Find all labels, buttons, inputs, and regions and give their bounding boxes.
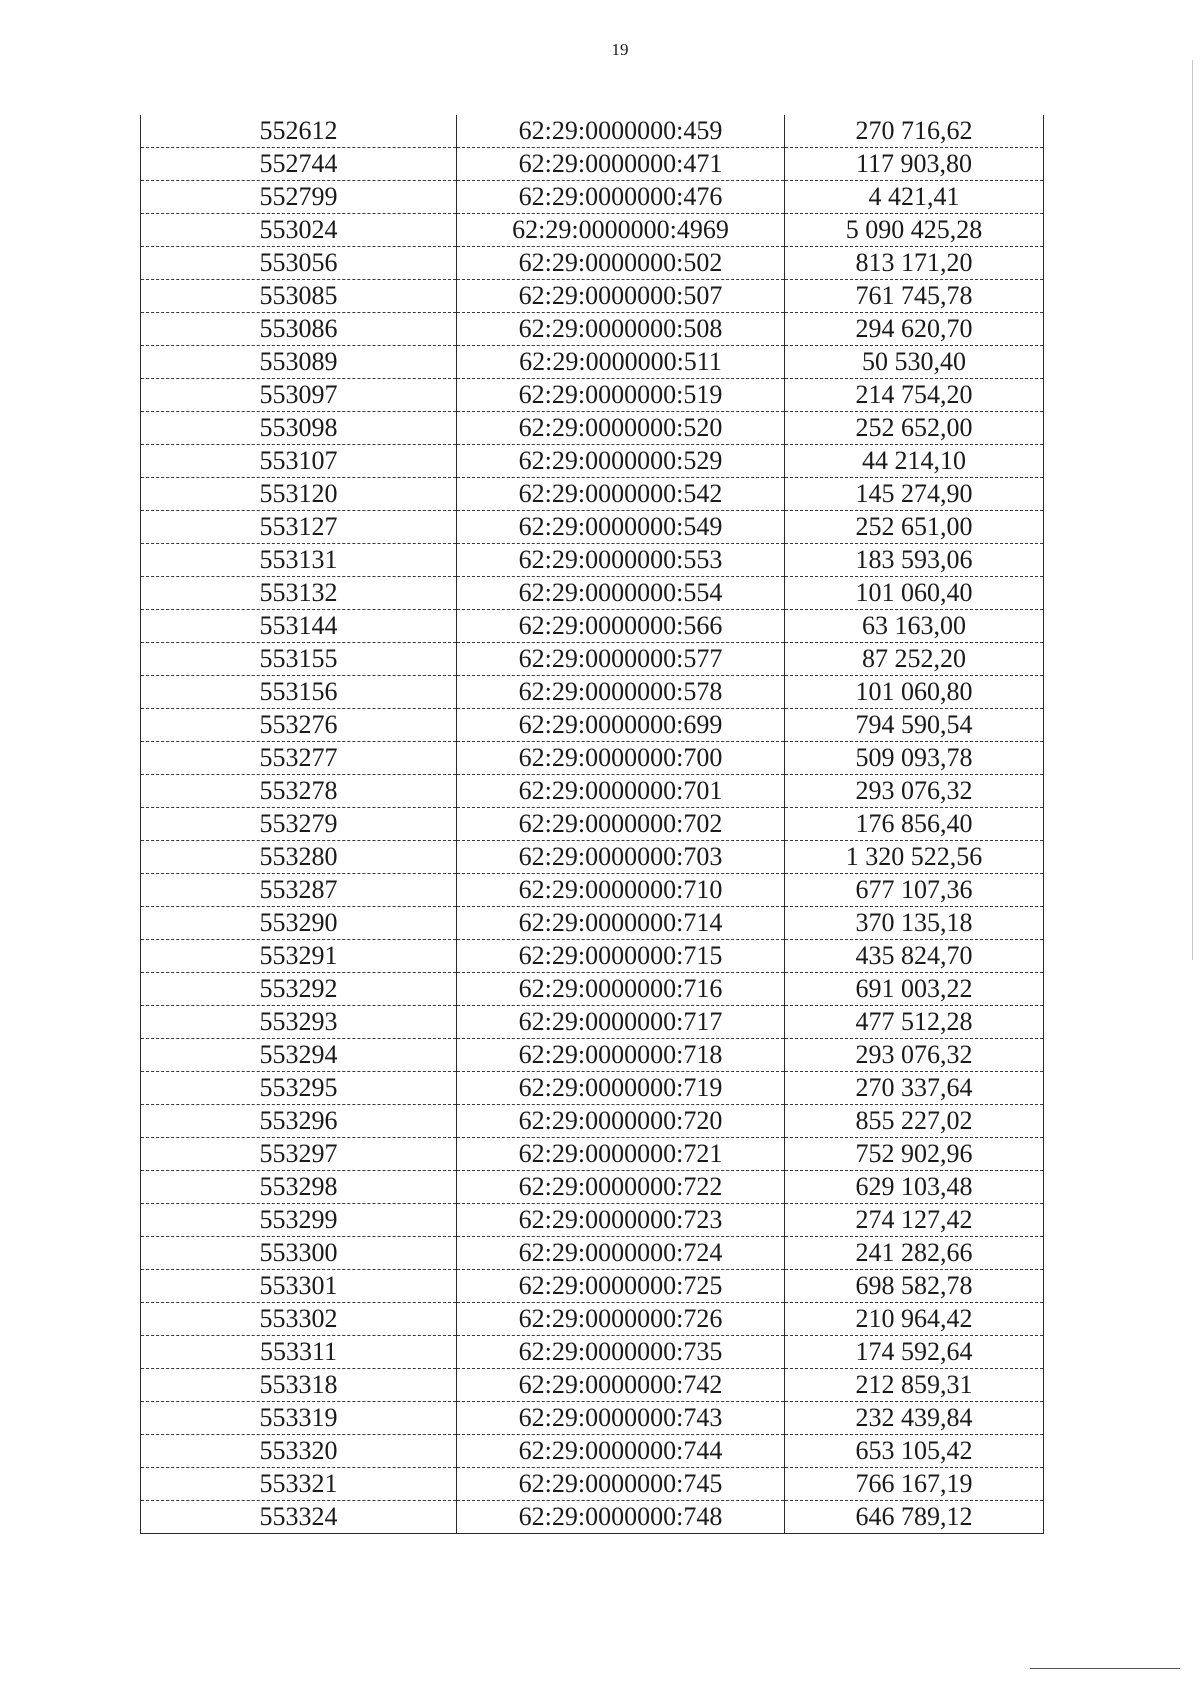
table-row — [141, 709, 1044, 742]
cell-record-id: 553311 — [141, 1336, 457, 1369]
cell-cadastral-value: 855 227,02 — [785, 1105, 1044, 1138]
cell-cadastral-value: 101 060,80 — [785, 676, 1044, 709]
table-row — [141, 379, 1044, 412]
cell-record-id: 553318 — [141, 1369, 457, 1402]
page-number: 19 — [611, 40, 629, 59]
cell-cadastral-number: 62:29:0000000:725 — [457, 1270, 785, 1303]
table-row — [141, 445, 1044, 478]
table-row — [141, 1402, 1044, 1435]
table-row — [141, 907, 1044, 940]
cell-cadastral-value: 241 282,66 — [785, 1237, 1044, 1270]
cell-record-id: 552799 — [141, 181, 457, 214]
cell-cadastral-number: 62:29:0000000:710 — [457, 874, 785, 907]
cell-cadastral-number: 62:29:0000000:471 — [457, 148, 785, 181]
cell-cadastral-number: 62:29:0000000:553 — [457, 544, 785, 577]
cell-cadastral-number: 62:29:0000000:714 — [457, 907, 785, 940]
table-row — [141, 808, 1044, 841]
table-row — [141, 742, 1044, 775]
cell-record-id: 553155 — [141, 643, 457, 676]
cell-record-id: 553086 — [141, 313, 457, 346]
table-row — [141, 643, 1044, 676]
table-row — [141, 280, 1044, 313]
table-row — [141, 214, 1044, 247]
cell-cadastral-number: 62:29:0000000:720 — [457, 1105, 785, 1138]
cell-cadastral-number: 62:29:0000000:508 — [457, 313, 785, 346]
cell-cadastral-value: 274 127,42 — [785, 1204, 1044, 1237]
cell-record-id: 552612 — [141, 115, 457, 148]
cell-cadastral-value: 4 421,41 — [785, 181, 1044, 214]
cell-record-id: 553291 — [141, 940, 457, 973]
cell-cadastral-number: 62:29:0000000:700 — [457, 742, 785, 775]
table-row — [141, 1105, 1044, 1138]
cell-record-id: 553296 — [141, 1105, 457, 1138]
cell-record-id: 553279 — [141, 808, 457, 841]
cell-cadastral-number: 62:29:0000000:744 — [457, 1435, 785, 1468]
cell-cadastral-value: 117 903,80 — [785, 148, 1044, 181]
cell-record-id: 553120 — [141, 478, 457, 511]
table-row — [141, 775, 1044, 808]
cell-cadastral-value: 761 745,78 — [785, 280, 1044, 313]
cell-cadastral-number: 62:29:0000000:703 — [457, 841, 785, 874]
table-row — [141, 1336, 1044, 1369]
table-row — [141, 874, 1044, 907]
table-row — [141, 148, 1044, 181]
cell-record-id: 552744 — [141, 148, 457, 181]
cell-record-id: 553144 — [141, 610, 457, 643]
cell-cadastral-value: 293 076,32 — [785, 1039, 1044, 1072]
cell-record-id: 553297 — [141, 1138, 457, 1171]
cell-cadastral-number: 62:29:0000000:735 — [457, 1336, 785, 1369]
table-row — [141, 841, 1044, 874]
cell-cadastral-number: 62:29:0000000:4969 — [457, 214, 785, 247]
table-row — [141, 610, 1044, 643]
cell-cadastral-value: 813 171,20 — [785, 247, 1044, 280]
table-row — [141, 412, 1044, 445]
cell-cadastral-number: 62:29:0000000:554 — [457, 577, 785, 610]
cell-cadastral-number: 62:29:0000000:520 — [457, 412, 785, 445]
cell-cadastral-value: 87 252,20 — [785, 643, 1044, 676]
cell-cadastral-number: 62:29:0000000:511 — [457, 346, 785, 379]
cell-cadastral-number: 62:29:0000000:502 — [457, 247, 785, 280]
cell-record-id: 553320 — [141, 1435, 457, 1468]
cell-record-id: 553278 — [141, 775, 457, 808]
cell-record-id: 553156 — [141, 676, 457, 709]
table-row — [141, 1204, 1044, 1237]
cell-cadastral-number: 62:29:0000000:724 — [457, 1237, 785, 1270]
cell-cadastral-number: 62:29:0000000:717 — [457, 1006, 785, 1039]
cell-cadastral-number: 62:29:0000000:719 — [457, 1072, 785, 1105]
table-row — [141, 1171, 1044, 1204]
cell-record-id: 553292 — [141, 973, 457, 1006]
cell-cadastral-number: 62:29:0000000:748 — [457, 1501, 785, 1534]
cell-cadastral-value: 212 859,31 — [785, 1369, 1044, 1402]
cell-cadastral-value: 752 902,96 — [785, 1138, 1044, 1171]
table-row — [141, 1303, 1044, 1336]
cell-cadastral-value: 766 167,19 — [785, 1468, 1044, 1501]
table-row — [141, 478, 1044, 511]
cell-cadastral-number: 62:29:0000000:542 — [457, 478, 785, 511]
cell-cadastral-value: 101 060,40 — [785, 577, 1044, 610]
cell-record-id: 553089 — [141, 346, 457, 379]
table-row — [141, 1270, 1044, 1303]
cell-cadastral-number: 62:29:0000000:578 — [457, 676, 785, 709]
table-row — [141, 1039, 1044, 1072]
cell-cadastral-value: 794 590,54 — [785, 709, 1044, 742]
cell-cadastral-number: 62:29:0000000:476 — [457, 181, 785, 214]
cell-cadastral-number: 62:29:0000000:723 — [457, 1204, 785, 1237]
cell-cadastral-number: 62:29:0000000:745 — [457, 1468, 785, 1501]
cell-cadastral-value: 232 439,84 — [785, 1402, 1044, 1435]
cell-cadastral-number: 62:29:0000000:743 — [457, 1402, 785, 1435]
cell-cadastral-number: 62:29:0000000:718 — [457, 1039, 785, 1072]
cell-cadastral-value: 183 593,06 — [785, 544, 1044, 577]
cell-record-id: 553276 — [141, 709, 457, 742]
scan-artifact-right-edge — [1192, 60, 1193, 960]
cell-cadastral-value: 44 214,10 — [785, 445, 1044, 478]
cell-cadastral-number: 62:29:0000000:549 — [457, 511, 785, 544]
table-row — [141, 346, 1044, 379]
table-row — [141, 1468, 1044, 1501]
cell-record-id: 553295 — [141, 1072, 457, 1105]
cell-record-id: 553293 — [141, 1006, 457, 1039]
cell-cadastral-number: 62:29:0000000:699 — [457, 709, 785, 742]
table-row — [141, 1435, 1044, 1468]
cell-record-id: 553098 — [141, 412, 457, 445]
registry-table — [140, 115, 1044, 1534]
cell-record-id: 553277 — [141, 742, 457, 775]
cell-cadastral-value: 1 320 522,56 — [785, 841, 1044, 874]
cell-cadastral-value: 270 716,62 — [785, 115, 1044, 148]
cell-cadastral-number: 62:29:0000000:702 — [457, 808, 785, 841]
cell-record-id: 553131 — [141, 544, 457, 577]
table-row — [141, 1138, 1044, 1171]
cell-cadastral-value: 145 274,90 — [785, 478, 1044, 511]
table-row — [141, 115, 1044, 148]
cell-record-id: 553085 — [141, 280, 457, 313]
cell-cadastral-value: 477 512,28 — [785, 1006, 1044, 1039]
cell-record-id: 553287 — [141, 874, 457, 907]
table-row — [141, 940, 1044, 973]
registry-table-body — [141, 115, 1044, 1534]
cell-cadastral-value: 370 135,18 — [785, 907, 1044, 940]
cell-record-id: 553290 — [141, 907, 457, 940]
cell-cadastral-number: 62:29:0000000:507 — [457, 280, 785, 313]
cell-cadastral-value: 270 337,64 — [785, 1072, 1044, 1105]
cell-cadastral-value: 252 652,00 — [785, 412, 1044, 445]
cell-cadastral-value: 63 163,00 — [785, 610, 1044, 643]
cell-cadastral-number: 62:29:0000000:577 — [457, 643, 785, 676]
table-row — [141, 544, 1044, 577]
cell-cadastral-value: 50 530,40 — [785, 346, 1044, 379]
cell-record-id: 553056 — [141, 247, 457, 280]
table-row — [141, 247, 1044, 280]
cell-cadastral-value: 176 856,40 — [785, 808, 1044, 841]
cell-record-id: 553132 — [141, 577, 457, 610]
cell-cadastral-number: 62:29:0000000:701 — [457, 775, 785, 808]
cell-cadastral-value: 293 076,32 — [785, 775, 1044, 808]
cell-record-id: 553294 — [141, 1039, 457, 1072]
cell-cadastral-number: 62:29:0000000:529 — [457, 445, 785, 478]
cell-cadastral-value: 691 003,22 — [785, 973, 1044, 1006]
cell-cadastral-number: 62:29:0000000:721 — [457, 1138, 785, 1171]
cell-cadastral-value: 214 754,20 — [785, 379, 1044, 412]
cell-record-id: 553324 — [141, 1501, 457, 1534]
cell-record-id: 553024 — [141, 214, 457, 247]
table-row — [141, 1501, 1044, 1534]
cell-cadastral-value: 509 093,78 — [785, 742, 1044, 775]
scan-artifact-bottom-line — [1030, 1668, 1180, 1669]
table-row — [141, 1369, 1044, 1402]
cell-cadastral-number: 62:29:0000000:715 — [457, 940, 785, 973]
cell-cadastral-number: 62:29:0000000:716 — [457, 973, 785, 1006]
cell-record-id: 553321 — [141, 1468, 457, 1501]
cell-cadastral-value: 210 964,42 — [785, 1303, 1044, 1336]
cell-record-id: 553301 — [141, 1270, 457, 1303]
table-row — [141, 973, 1044, 1006]
table-row — [141, 676, 1044, 709]
cell-cadastral-value: 294 620,70 — [785, 313, 1044, 346]
cell-cadastral-number: 62:29:0000000:519 — [457, 379, 785, 412]
cell-cadastral-value: 435 824,70 — [785, 940, 1044, 973]
table-row — [141, 577, 1044, 610]
cell-cadastral-value: 646 789,12 — [785, 1501, 1044, 1534]
cell-record-id: 553300 — [141, 1237, 457, 1270]
cell-cadastral-number: 62:29:0000000:566 — [457, 610, 785, 643]
cell-cadastral-number: 62:29:0000000:722 — [457, 1171, 785, 1204]
cell-record-id: 553127 — [141, 511, 457, 544]
cell-record-id: 553280 — [141, 841, 457, 874]
cell-cadastral-number: 62:29:0000000:459 — [457, 115, 785, 148]
table-row — [141, 1006, 1044, 1039]
cell-record-id: 553299 — [141, 1204, 457, 1237]
cell-cadastral-number: 62:29:0000000:726 — [457, 1303, 785, 1336]
cell-cadastral-value: 252 651,00 — [785, 511, 1044, 544]
cell-cadastral-number: 62:29:0000000:742 — [457, 1369, 785, 1402]
cell-cadastral-value: 698 582,78 — [785, 1270, 1044, 1303]
table-row — [141, 1237, 1044, 1270]
table-row — [141, 313, 1044, 346]
table-row — [141, 511, 1044, 544]
cell-cadastral-value: 677 107,36 — [785, 874, 1044, 907]
cell-cadastral-value: 653 105,42 — [785, 1435, 1044, 1468]
cell-cadastral-value: 174 592,64 — [785, 1336, 1044, 1369]
cell-record-id: 553107 — [141, 445, 457, 478]
cell-record-id: 553302 — [141, 1303, 457, 1336]
cell-cadastral-value: 5 090 425,28 — [785, 214, 1044, 247]
table-row — [141, 1072, 1044, 1105]
cell-record-id: 553298 — [141, 1171, 457, 1204]
table-row — [141, 181, 1044, 214]
cell-record-id: 553319 — [141, 1402, 457, 1435]
cell-record-id: 553097 — [141, 379, 457, 412]
cell-cadastral-value: 629 103,48 — [785, 1171, 1044, 1204]
